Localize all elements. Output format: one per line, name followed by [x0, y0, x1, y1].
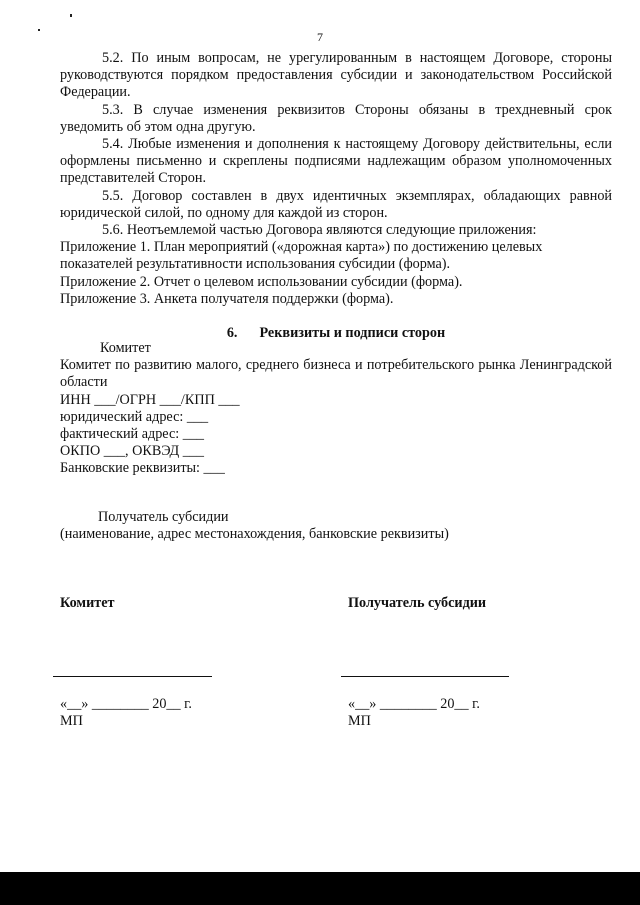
- clause-5-3: 5.3. В случае изменения реквизитов Стороны обязаны в трехдневный срок уведомить об этом одна другую.: [60, 101, 612, 135]
- clause-5-2: 5.2. По иным вопросам, не урегулированным в настоящем Договоре, стороны руководствуются порядком предоставления субсидии и законодательством Российской Федерации.: [60, 50, 612, 101]
- signature-right-line: [341, 676, 509, 677]
- seal-left: МП: [60, 713, 83, 729]
- section-number: 6.: [226, 325, 238, 341]
- committee-name: Комитет по развитию малого, среднего бизнеса и потребительского рынка Ленинградской области: [60, 357, 612, 391]
- appendix-1: Приложение 1. План мероприятий («дорожная карта») по достижению целевых показателей результативности использования субсидии (форма).: [60, 239, 543, 273]
- recipient-details: [60, 509, 612, 543]
- seal-right: МП: [348, 713, 371, 729]
- clause-5-4: 5.4. Любые изменения и дополнения к настоящему Договору действительны, если оформлены письменно и скреплены подписями надлежащим образом уполномоченных представителей Сторон.: [60, 136, 612, 187]
- scan-bottom-edge: [0, 872, 640, 905]
- signature-left-date: «__» ________ 20__ г.: [60, 696, 192, 712]
- recipient-details-text: (наименование, адрес местонахождения, банковские реквизиты): [60, 526, 449, 543]
- signature-left-title: Комитет: [60, 595, 115, 611]
- scan-speck: [70, 14, 72, 17]
- appendix-3: Приложение 3. Анкета получателя поддержки (форма).: [60, 290, 394, 307]
- recipient-heading: Получатель субсидии: [98, 509, 229, 525]
- signature-right-title: Получатель субсидии: [348, 595, 487, 611]
- appendix-2: Приложение 2. Отчет о целевом использовании субсидии (форма).: [60, 273, 463, 290]
- clause-5-6: 5.6. Неотъемлемой частью Договора являются следующие приложения:: [102, 222, 537, 239]
- committee-heading: Комитет: [100, 340, 151, 356]
- committee-okpo-line: ОКПО ___, ОКВЭД ___: [60, 443, 204, 460]
- clause-5-5: 5.5. Договор составлен в двух идентичных экземплярах, обладающих равной юридической силой, по одному для каждой из сторон.: [60, 187, 612, 221]
- signature-right-date: «__» ________ 20__ г.: [348, 696, 480, 712]
- committee-details: [60, 340, 612, 478]
- committee-inn-line: ИНН ___/ОГРН ___/КПП ___: [60, 391, 240, 408]
- committee-legal-address: юридический адрес: ___: [60, 408, 209, 425]
- committee-bank-details: Банковские реквизиты: ___: [60, 460, 225, 477]
- section-title: Реквизиты и подписи сторон: [259, 325, 446, 341]
- committee-actual-address: фактический адрес: ___: [60, 426, 205, 443]
- signature-left-line: [53, 676, 212, 677]
- contract-text: [60, 50, 612, 308]
- page-number: 7: [317, 30, 323, 44]
